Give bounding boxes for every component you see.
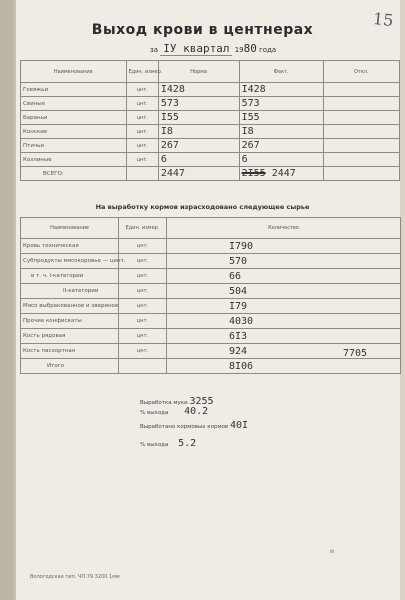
row-fact: I55 [239, 111, 323, 125]
stat-value: 40.2 [184, 406, 209, 417]
row-fact: 573 [239, 97, 323, 111]
table-row [21, 139, 400, 153]
section-subtitle: На выработку кормов израсходовано следующее сырье [95, 203, 310, 211]
row-deviation [323, 139, 399, 153]
row-norm: I8 [158, 125, 239, 139]
row-deviation [323, 83, 399, 97]
row-name: Кровь техническая [21, 239, 119, 254]
stat-value: 3255 [189, 396, 214, 407]
period-line [150, 42, 276, 55]
table-row [21, 329, 401, 344]
total-row [21, 359, 401, 374]
row-quantity: 570 [167, 254, 401, 269]
table-row [21, 83, 400, 97]
header-norm: Норма [158, 61, 239, 83]
stat-label: % выхода [140, 410, 169, 416]
row-deviation [323, 97, 399, 111]
header-fact: Факт. [239, 61, 323, 83]
row-unit: цнт. [126, 125, 158, 139]
row-name: Прочие конфискаты [21, 314, 119, 329]
row-name: в т. ч. I-категории [21, 269, 119, 284]
row-norm: I428 [158, 83, 239, 97]
row-name: Субпродукты мясокоровье — цент. [21, 254, 119, 269]
stat-feed-percent [140, 438, 196, 449]
row-name: Мясо выбракованное и звериное [21, 299, 119, 314]
row-unit: цнт. [126, 153, 158, 167]
row-unit: цнт. [119, 329, 167, 344]
table-row [21, 97, 400, 111]
header-deviation: Откл. [323, 61, 399, 83]
row-unit: цнт. [126, 97, 158, 111]
row-norm: 267 [158, 139, 239, 153]
table-header-row [21, 61, 400, 83]
row-quantity: I790 [167, 239, 401, 254]
row-name: Конские [21, 125, 127, 139]
row-name: II-категории [21, 284, 119, 299]
period-year: 80 [243, 42, 257, 55]
row-quantity: 924 [167, 344, 401, 359]
row-name: Птичьи [21, 139, 127, 153]
row-name: Свиные [21, 97, 127, 111]
table-row [21, 125, 400, 139]
stat-value: 40I [229, 420, 249, 431]
total-row [21, 167, 400, 181]
binding-edge [0, 0, 14, 600]
stat-flour-percent [140, 406, 208, 417]
period-prefix: за [150, 46, 159, 54]
period-quarter: IУ квартал [160, 42, 232, 56]
row-unit: цнт. [126, 83, 158, 97]
stat-label: Выработано кормовых кормов [140, 424, 229, 430]
table-row [21, 314, 401, 329]
page-number: 15 [372, 8, 395, 31]
table-row [21, 299, 401, 314]
total-fact: 2447 [271, 168, 296, 179]
row-quantity: I79 [167, 299, 401, 314]
blood-yield-table [20, 60, 400, 181]
header-name: Наименование [21, 61, 127, 83]
stat-label: % выхода [140, 442, 169, 448]
handwritten-extra-value: 7705 [343, 348, 368, 359]
page-title: Выход крови в центнерах [91, 22, 314, 38]
row-name: Кость рядовая [21, 329, 119, 344]
pencil-mark: и [330, 548, 334, 555]
row-unit: цнт. [119, 299, 167, 314]
row-unit: цнт. [119, 284, 167, 299]
row-unit: цнт. [126, 139, 158, 153]
row-unit: цнт. [119, 344, 167, 359]
table-row [21, 239, 401, 254]
period-suffix: года [259, 46, 277, 54]
row-name: Бараньи [21, 111, 127, 125]
row-unit: цнт. [119, 239, 167, 254]
total-deviation [323, 167, 399, 181]
row-fact: 267 [239, 139, 323, 153]
row-quantity: 4030 [167, 314, 401, 329]
table-header-row [21, 218, 401, 239]
row-fact: I8 [239, 125, 323, 139]
row-norm: 6 [158, 153, 239, 167]
year-prefix: 19 [234, 46, 244, 54]
printer-imprint: Вологодская тип. ЧП.79 3200 1мм [30, 574, 120, 580]
row-unit [119, 359, 167, 374]
row-name: Итого [21, 359, 119, 374]
table-row [21, 111, 400, 125]
stat-feed-output [140, 420, 248, 431]
header-unit: Един. измер. [126, 61, 158, 83]
table-row [21, 254, 401, 269]
total-fact-cell [239, 167, 323, 181]
row-quantity: 66 [167, 269, 401, 284]
row-name: Кость пасхортная [21, 344, 119, 359]
row-unit: цнт. [119, 314, 167, 329]
total-unit [126, 167, 158, 181]
row-deviation [323, 153, 399, 167]
row-name: Говяжьи [21, 83, 127, 97]
table-row [21, 284, 401, 299]
stat-label: Выработка муки [140, 400, 188, 406]
row-deviation [323, 111, 399, 125]
row-fact: 6 [239, 153, 323, 167]
header-unit: Един. измер. [119, 218, 167, 239]
row-quantity: 6I3 [167, 329, 401, 344]
row-unit: цнт. [119, 254, 167, 269]
row-unit: цнт. [126, 111, 158, 125]
stat-value: 5.2 [178, 438, 197, 449]
table-row [21, 153, 400, 167]
row-unit: цнт. [119, 269, 167, 284]
total-label: ВСЕГО: [21, 167, 127, 181]
row-norm: I55 [158, 111, 239, 125]
table-row [21, 269, 401, 284]
row-quantity: 8I06 [167, 359, 401, 374]
row-deviation [323, 125, 399, 139]
row-fact: I428 [239, 83, 323, 97]
header-quantity: Количество [167, 218, 401, 239]
row-name: Козлиные [21, 153, 127, 167]
row-quantity: 504 [167, 284, 401, 299]
row-norm: 573 [158, 97, 239, 111]
header-name: Наименование [21, 218, 119, 239]
total-norm: 2447 [158, 167, 239, 181]
struck-value: 2I55 [241, 168, 266, 179]
